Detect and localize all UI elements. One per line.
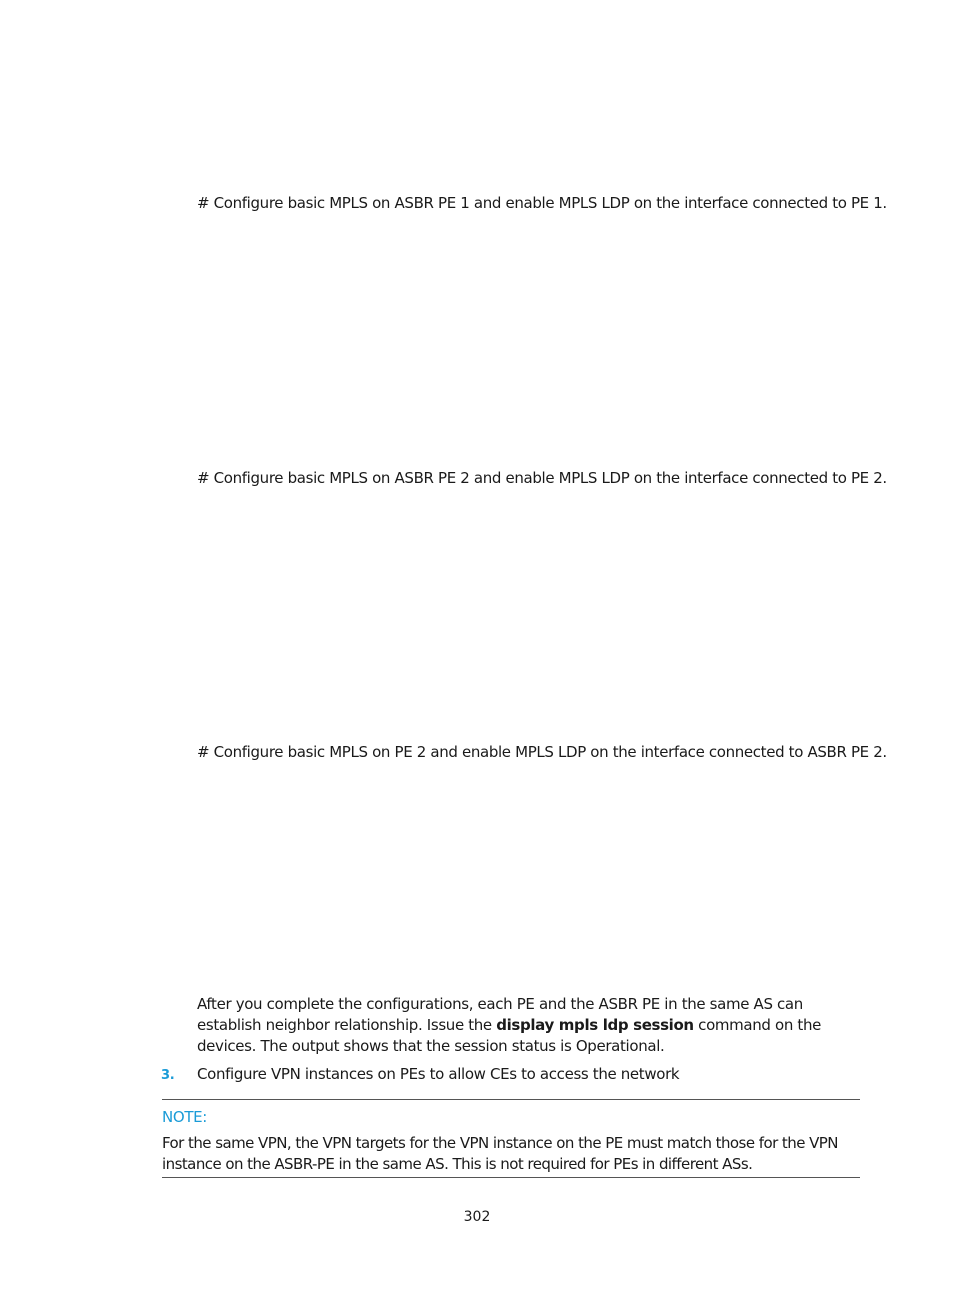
instruction-asbr-pe2: # Configure basic MPLS on ASBR PE 2 and enable MPLS LDP on the interface connected to PE 2. [197, 469, 887, 487]
command-name: display mpls ldp session [496, 1016, 694, 1034]
step-number: 3. [161, 1068, 175, 1083]
step-item [161, 1064, 679, 1086]
instruction-asbr-pe1: # Configure basic MPLS on ASBR PE 1 and enable MPLS LDP on the interface connected to PE 1. [197, 194, 887, 212]
result-paragraph [197, 994, 857, 1057]
note-box [162, 1099, 860, 1178]
note-body: For the same VPN, the VPN targets for the VPN instance on the PE must match those for the VPN instance on the ASBR-PE in the same AS. This is not required for PEs in different ASs. [162, 1134, 838, 1173]
result-text-after: command on the devices. The output shows that the session status is Operational. [197, 1016, 821, 1055]
result-text-before: After you complete the configurations, each PE and the ASBR PE in the same AS can establish neighbor relationship. Issue the [197, 995, 803, 1034]
page-number: 302 [463, 1209, 491, 1225]
note-title: NOTE: [162, 1108, 207, 1126]
instruction-pe2: # Configure basic MPLS on PE 2 and enable MPLS LDP on the interface connected to ASBR PE 2. [197, 743, 887, 761]
step-text: Configure VPN instances on PEs to allow CEs to access the network [197, 1065, 680, 1083]
